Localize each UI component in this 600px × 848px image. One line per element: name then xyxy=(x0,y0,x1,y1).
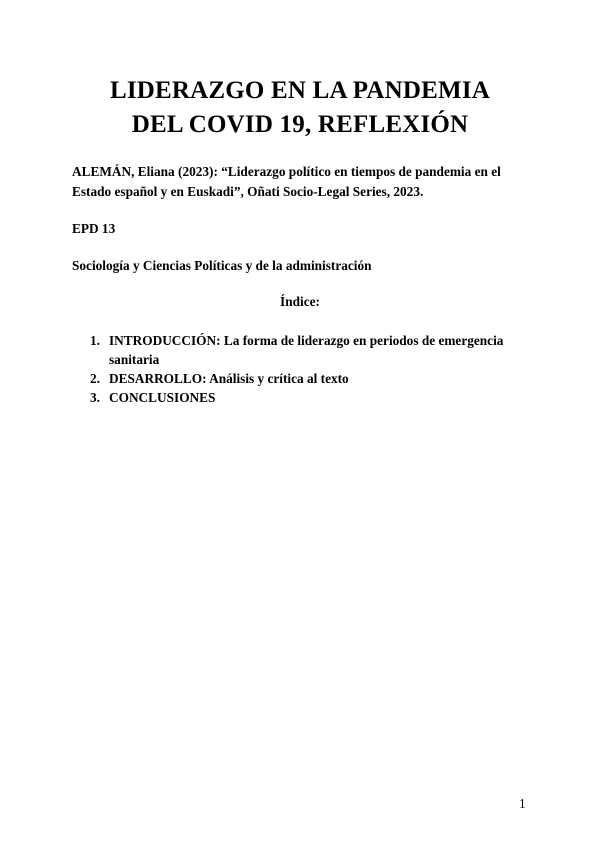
index-item xyxy=(90,331,540,369)
title-line-2: DEL COVID 19, REFLEXIÓN xyxy=(131,111,469,138)
page-number: 1 xyxy=(519,796,526,811)
index-heading: Índice: xyxy=(280,294,320,309)
reference-line-1: ALEMÁN, Eliana (2023): “Liderazgo político en tiempos de pandemia en el xyxy=(72,164,501,179)
index-item-number: 2. xyxy=(90,371,100,386)
index-item xyxy=(90,369,540,388)
index-item-text xyxy=(109,331,540,369)
subject-name: Sociología y Ciencias Políticas y de la administración xyxy=(72,258,372,273)
bibliographic-reference xyxy=(72,162,542,202)
index-list xyxy=(90,331,540,407)
index-item-text-line-1: INTRODUCCIÓN: La forma de liderazgo en periodos de emergencia xyxy=(109,333,504,348)
reference-line-2: Estado español y en Euskadi”, Oñati Socio-Legal Series, 2023. xyxy=(72,184,424,199)
document-title xyxy=(0,74,600,142)
epd-label: EPD 13 xyxy=(72,221,116,236)
index-item-number: 1. xyxy=(90,333,100,348)
index-item-text: DESARROLLO: Análisis y crítica al texto xyxy=(109,371,349,386)
index-item-number: 3. xyxy=(90,390,100,405)
title-line-1: LIDERAZGO EN LA PANDEMIA xyxy=(109,77,491,104)
index-item-text-line-2: sanitaria xyxy=(109,352,160,367)
index-item xyxy=(90,388,540,407)
index-item-text: CONCLUSIONES xyxy=(109,390,216,405)
